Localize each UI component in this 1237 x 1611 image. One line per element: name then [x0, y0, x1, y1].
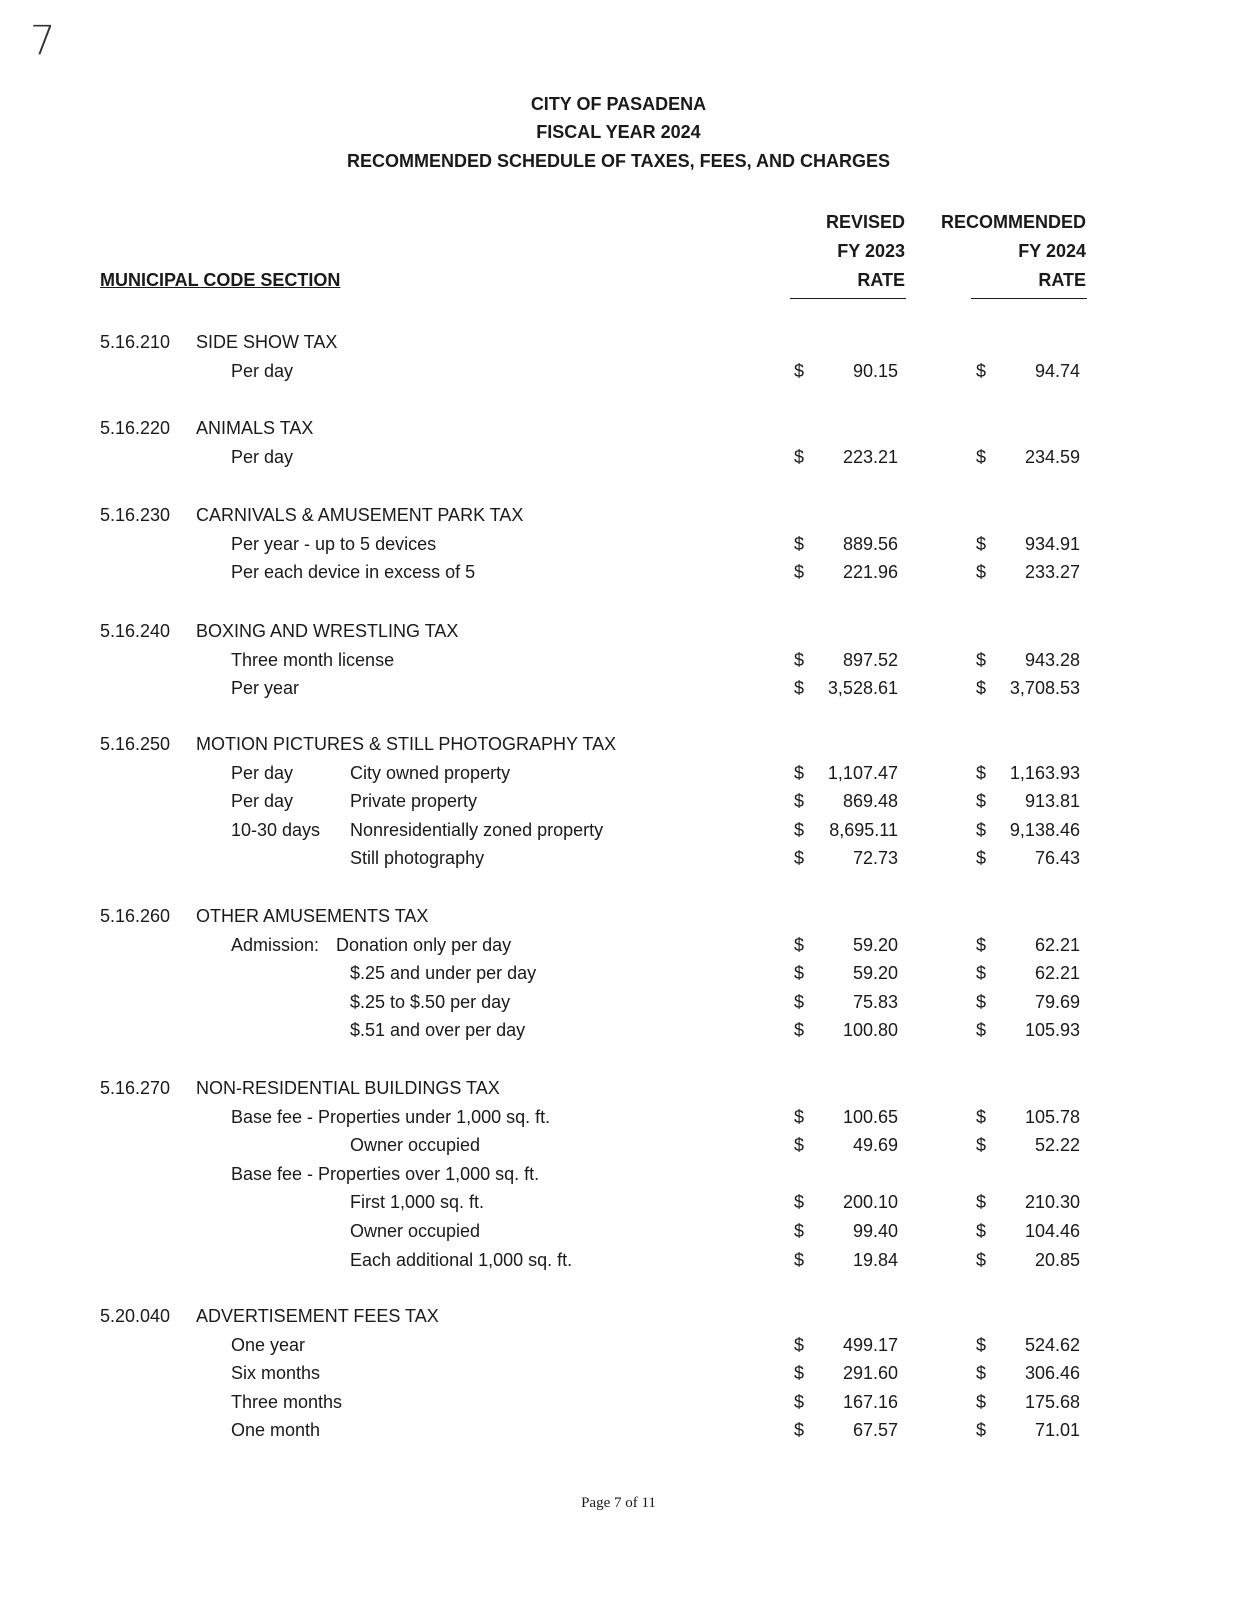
revised-rate: 897.52	[842, 649, 898, 670]
revised-rate: 889.56	[842, 533, 898, 554]
section-code: 5.16.210	[100, 332, 171, 352]
recommended-currency: $	[976, 1391, 987, 1412]
row-sublabel: Owner occupied	[350, 1221, 481, 1241]
recommended-rate: 934.91	[1024, 533, 1080, 554]
row-label: Three month license	[231, 649, 395, 670]
revised-header-1: REVISED	[825, 212, 905, 232]
row-sublabel: Nonresidentially zoned property	[350, 819, 604, 840]
recommended-rate: 233.27	[1024, 562, 1080, 583]
revised-currency: $	[794, 1334, 805, 1355]
row-label: Per day	[231, 360, 294, 381]
fiscal-year-title: FISCAL YEAR 2024	[536, 122, 701, 142]
revised-currency: $	[794, 791, 805, 812]
revised-currency: $	[794, 1391, 805, 1412]
revised-rate: 499.17	[842, 1334, 898, 1355]
row-label: Admission:	[231, 934, 320, 955]
handwritten-page-mark: 7	[30, 18, 56, 64]
page-number: Page 7 of 11	[581, 1495, 656, 1511]
row-label: Base fee - Properties under 1,000 sq. ft.	[231, 1106, 551, 1127]
revised-rate: 291.60	[842, 1363, 898, 1384]
recommended-currency: $	[976, 848, 987, 869]
revised-currency: $	[794, 562, 805, 583]
revised-currency: $	[794, 819, 805, 840]
revised-header-3: RATE	[857, 270, 905, 290]
revised-currency: $	[794, 1020, 805, 1041]
recommended-currency: $	[976, 1192, 987, 1213]
recommended-rate: 104.46	[1024, 1221, 1080, 1241]
revised-currency: $	[794, 991, 805, 1012]
recommended-rate: 234.59	[1024, 446, 1080, 467]
recommended-rate: 175.68	[1024, 1391, 1080, 1412]
recommended-currency: $	[976, 819, 987, 840]
recommended-currency: $	[976, 1249, 987, 1270]
row-label: Per each device in excess of 5	[231, 562, 476, 583]
revised-rate: 200.10	[842, 1192, 898, 1213]
recommended-header-1: RECOMMENDED	[940, 212, 1086, 232]
row-label: Per year	[231, 678, 300, 699]
section-title: SIDE SHOW TAX	[196, 332, 338, 352]
recommended-rate: 76.43	[1034, 848, 1080, 869]
recommended-rate: 105.78	[1024, 1106, 1080, 1127]
revised-rate: 100.65	[842, 1106, 898, 1127]
revised-currency: $	[794, 678, 805, 699]
recommended-currency: $	[976, 1020, 987, 1041]
recommended-rate: 62.21	[1034, 934, 1080, 955]
row-label: One year	[231, 1334, 306, 1355]
row-label: Per day	[231, 446, 294, 467]
revised-currency: $	[794, 1192, 805, 1213]
section-code: 5.20.040	[100, 1306, 171, 1326]
revised-currency: $	[794, 762, 805, 783]
revised-rate: 869.48	[842, 791, 898, 812]
recommended-currency: $	[976, 649, 987, 670]
row-sublabel: First 1,000 sq. ft.	[350, 1192, 485, 1213]
revised-currency: $	[794, 533, 805, 554]
row-sublabel: Private property	[350, 791, 478, 812]
row-label: Per day	[231, 762, 294, 783]
recommended-currency: $	[976, 934, 987, 955]
revised-currency: $	[794, 1221, 805, 1241]
revised-currency: $	[794, 1249, 805, 1270]
recommended-header-rule	[971, 298, 1087, 299]
recommended-header-3: RATE	[1038, 270, 1086, 290]
recommended-currency: $	[976, 791, 987, 812]
revised-header-2: FY 2023	[837, 241, 905, 261]
row-label: 10-30 days	[231, 819, 321, 840]
code-section-header: MUNICIPAL CODE SECTION	[100, 270, 341, 290]
revised-rate: 67.57	[852, 1420, 898, 1441]
recommended-currency: $	[976, 533, 987, 554]
row-label: Six months	[231, 1363, 321, 1384]
recommended-currency: $	[976, 762, 987, 783]
recommended-rate: 62.21	[1034, 963, 1080, 984]
recommended-rate: 20.85	[1034, 1249, 1080, 1270]
recommended-currency: $	[976, 360, 987, 381]
row-label: Three months	[231, 1391, 343, 1412]
recommended-rate: 306.46	[1024, 1363, 1080, 1384]
section-title: NON-RESIDENTIAL BUILDINGS TAX	[196, 1078, 500, 1098]
revised-rate: 1,107.47	[827, 762, 898, 783]
section-code: 5.16.230	[100, 505, 171, 525]
revised-header-rule	[790, 298, 906, 299]
recommended-currency: $	[976, 1221, 987, 1241]
recommended-rate: 524.62	[1024, 1334, 1080, 1355]
revised-currency: $	[794, 934, 805, 955]
recommended-rate: 1,163.93	[1009, 762, 1080, 783]
revised-rate: 100.80	[842, 1020, 898, 1041]
revised-rate: 167.16	[842, 1391, 898, 1412]
section-title: CARNIVALS & AMUSEMENT PARK TAX	[196, 505, 524, 525]
revised-currency: $	[794, 446, 805, 467]
row-label: Per day	[231, 791, 294, 812]
recommended-currency: $	[976, 678, 987, 699]
row-sublabel: $.25 and under per day	[350, 963, 537, 984]
revised-rate: 223.21	[842, 446, 898, 467]
recommended-currency: $	[976, 1135, 987, 1156]
revised-rate: 90.15	[852, 360, 898, 381]
revised-rate: 75.83	[852, 991, 898, 1012]
recommended-currency: $	[976, 1363, 987, 1384]
row-sublabel: City owned property	[350, 762, 511, 783]
recommended-currency: $	[976, 1334, 987, 1355]
row-sublabel: Still photography	[350, 848, 485, 869]
revised-currency: $	[794, 1420, 805, 1441]
section-code: 5.16.220	[100, 418, 171, 438]
section-title: OTHER AMUSEMENTS TAX	[196, 906, 429, 926]
recommended-rate: 210.30	[1024, 1192, 1080, 1213]
recommended-currency: $	[976, 963, 987, 984]
revised-currency: $	[794, 963, 805, 984]
revised-rate: 99.40	[852, 1221, 898, 1241]
section-code: 5.16.240	[100, 621, 171, 641]
recommended-currency: $	[976, 446, 987, 467]
recommended-rate: 943.28	[1024, 649, 1080, 670]
revised-rate: 72.73	[852, 848, 898, 869]
section-code: 5.16.260	[100, 906, 171, 926]
recommended-header-2: FY 2024	[1018, 241, 1086, 261]
revised-currency: $	[794, 848, 805, 869]
section-title: ADVERTISEMENT FEES TAX	[196, 1306, 439, 1326]
row-sublabel: Donation only per day	[336, 934, 512, 955]
section-title: BOXING AND WRESTLING TAX	[196, 621, 459, 641]
revised-rate: 3,528.61	[827, 678, 898, 699]
revised-rate: 221.96	[842, 562, 898, 583]
recommended-rate: 9,138.46	[1009, 819, 1080, 840]
revised-rate: 8,695.11	[829, 819, 898, 840]
row-sublabel: Each additional 1,000 sq. ft.	[350, 1249, 573, 1270]
recommended-rate: 105.93	[1024, 1020, 1080, 1041]
row-sublabel: $.25 to $.50 per day	[350, 991, 511, 1012]
schedule-title: RECOMMENDED SCHEDULE OF TAXES, FEES, AND CHARGES	[346, 151, 891, 171]
section-code: 5.16.250	[100, 734, 171, 754]
recommended-rate: 3,708.53	[1009, 678, 1080, 699]
revised-currency: $	[794, 1106, 805, 1127]
recommended-currency: $	[976, 991, 987, 1012]
recommended-currency: $	[976, 1106, 987, 1127]
revised-currency: $	[794, 649, 805, 670]
revised-rate: 19.84	[852, 1249, 898, 1270]
recommended-rate: 94.74	[1034, 360, 1080, 381]
recommended-currency: $	[976, 1420, 987, 1441]
row-label: Per year - up to 5 devices	[231, 533, 437, 554]
revised-rate: 59.20	[852, 934, 898, 955]
row-sublabel: $.51 and over per day	[350, 1020, 526, 1041]
recommended-currency: $	[976, 562, 987, 583]
org-title: CITY OF PASADENA	[530, 94, 707, 114]
recommended-rate: 913.81	[1024, 791, 1080, 812]
section-title: MOTION PICTURES & STILL PHOTOGRAPHY TAX	[196, 734, 617, 754]
section-title: ANIMALS TAX	[196, 418, 314, 438]
recommended-rate: 79.69	[1034, 991, 1080, 1012]
revised-currency: $	[794, 360, 805, 381]
revised-currency: $	[794, 1135, 805, 1156]
revised-currency: $	[794, 1363, 805, 1384]
revised-rate: 49.69	[852, 1135, 898, 1156]
section-code: 5.16.270	[100, 1078, 171, 1098]
row-sublabel: Owner occupied	[350, 1135, 481, 1156]
row-label: One month	[231, 1420, 321, 1441]
recommended-rate: 52.22	[1034, 1135, 1080, 1156]
recommended-rate: 71.01	[1034, 1420, 1080, 1441]
revised-rate: 59.20	[852, 963, 898, 984]
row-label: Base fee - Properties over 1,000 sq. ft.	[231, 1163, 540, 1184]
